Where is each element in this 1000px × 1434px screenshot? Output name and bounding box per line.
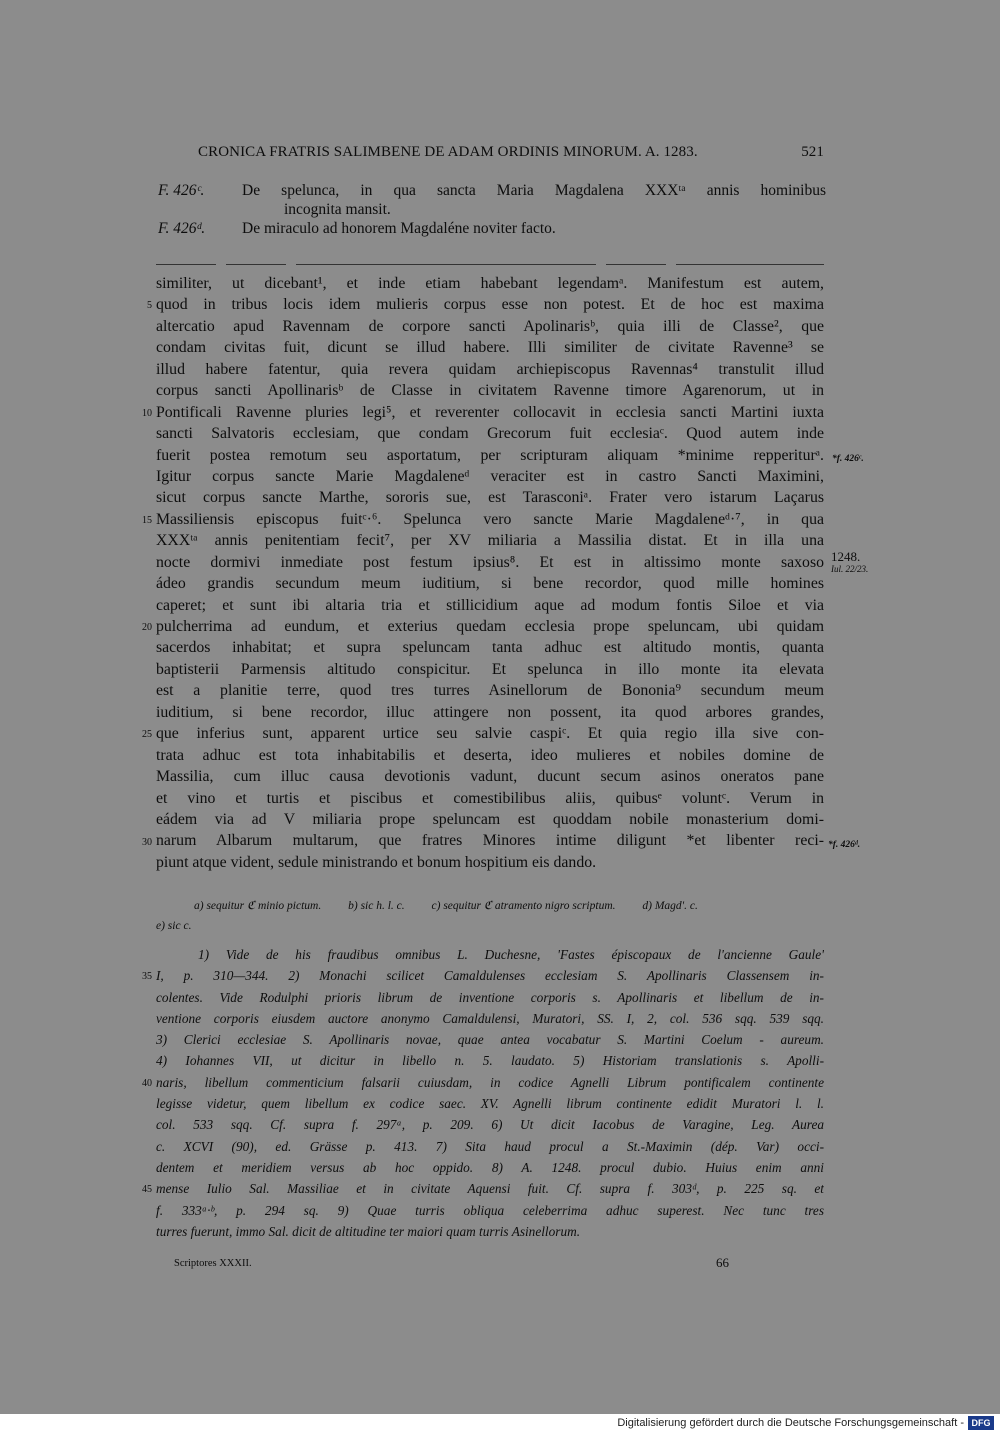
folio-label: F. 426ᶜ.: [158, 182, 205, 199]
text-line: similiter, ut dicebant¹, et inde etiam habebant legendamᵃ. Manifestum est autem,: [156, 275, 824, 292]
folio-label: F. 426ᵈ.: [158, 220, 206, 237]
text-line: narum Albarum multarum, que fratres Minores intime diligunt *et libenter reci-: [156, 832, 824, 850]
text-line: Igitur corpus sancte Marie Magdaleneᵈ veraciter est in castro Sancti Maximini,: [156, 467, 824, 485]
line-number: 45: [142, 1184, 152, 1196]
footnote-line: ventione corporis eiusdem auctore anonymo Camaldulensi, Muratori, SS. I, 2, col. 536 sqq. 539 sqq.: [156, 1010, 824, 1026]
apparatus-note: a) sequitur ℭ minio pictum.: [194, 900, 322, 912]
margin-folio-note: *f. 426ᶜ.: [832, 454, 864, 464]
folio-reference-continuation: [158, 200, 826, 219]
divider: [226, 264, 286, 265]
text-line: nocte dormivi inmediate post festum ipsius⁸. Et est in altissimo monte saxoso: [156, 553, 824, 571]
margin-folio-note: *f. 426ᵈ.: [828, 840, 861, 850]
margin-date-note: [831, 550, 868, 576]
line-number: 30: [142, 836, 152, 848]
footnote-line: 4) Iohannes VII, ut dicitur in libello n. 5. laudato. 5) Historiam translationis s. Apolli-: [156, 1053, 824, 1069]
text-line: sancti Salvatoris ecclesiam, que condam Grecorum fuit ecclesiaᶜ. Quod autem inde: [156, 425, 824, 443]
footnote-line: col. 533 sqq. Cf. supra f. 297ᵃ, p. 209. 6) Ut dicit Iacobus de Varagine, Leg. Aurea: [156, 1117, 824, 1133]
dfg-logo: DFG: [968, 1416, 994, 1430]
footnote-line: turres fuerunt, immo Sal. dicit de altitudine ter maiori quam turris Asinellorum.: [156, 1223, 581, 1239]
text-line: que inferius sunt, apparent urtice seu salvie caspiᶜ. Et quia regio illa sive con-: [156, 725, 824, 743]
text-line: eádem via ad V miliaria prope speluncam est quoddam nobile monasterium domi-: [156, 810, 824, 828]
text-line: iuditium, si bene recordor, illuc attingere non possent, ita quod arbores grandes,: [156, 703, 824, 721]
footnote-line: 1) Vide de his fraudibus omnibus L. Duchesne, 'Fastes épiscopaux de l'ancienne Gaule': [198, 947, 824, 962]
text-line: baptisterii Parmensis altitudo conspicitur. Et spelunca in illo monte ita elevata: [156, 660, 824, 678]
folio-references: [158, 181, 826, 238]
main-text: [156, 273, 824, 873]
text-line: pulcherrima ad eundum, et exterius quedam ecclesia prope speluncam, ubi quidam: [156, 618, 824, 635]
text-line: Massiliensis episcopus fuitᶜ·⁶. Spelunca vero sancte Marie Magdaleneᵈ·⁷, in qua: [156, 510, 824, 528]
footnote-line: I, p. 310—344. 2) Monachi scilicet Camaldulenses ecclesiam S. Apollinaris Classensem in-: [156, 968, 824, 984]
text-line: condam civitas fuit, dicunt se illud habere. Illi similiter de civitate Ravenne³ se: [156, 339, 824, 357]
signature-mark: Scriptores XXXII.: [174, 1258, 252, 1269]
folio-reference: [158, 219, 826, 238]
footnote-line: legisse videtur, quem libellum ex codice saec. XV. Agnelli librum continente edidit Muratori l. l.: [156, 1096, 824, 1112]
text-line: altercatio apud Ravennam de corpore sancti Apolinarisᵇ, quia illi de Classe², que: [156, 317, 824, 335]
text-line: ádeo grandis secundum meum iuditium, si bene recordor, quod mille homines: [156, 575, 824, 593]
text-line: Massilia, cum illuc causa devotionis vadunt, ducunt secum asinos oneratos pane: [156, 768, 824, 786]
line-number: 40: [142, 1077, 152, 1089]
folio-reference: [158, 181, 826, 200]
line-number: 25: [142, 729, 152, 741]
text-line: quod in tribus locis idem mulieris corpus esse non potest. Et de hoc est maxima: [156, 296, 824, 314]
text-line: piunt atque vident, sedule ministrando et bonum hospitium eis dando.: [156, 853, 597, 871]
line-number: 35: [142, 971, 152, 983]
divider: [606, 264, 666, 265]
divider: [676, 264, 824, 265]
margin-date: Iul. 22/23.: [831, 564, 869, 574]
footnote-line: c. XCVI (90), ed. Grässe p. 413. 7) Sita haud procul a St.-Maximin (dép. Var) occi-: [156, 1138, 824, 1154]
critical-apparatus: [156, 896, 824, 936]
text-line: est a planitie terre, quod tres turres Asinellorum de Bononia⁹ secundum meum: [156, 682, 824, 700]
margin-year: 1248.: [831, 549, 861, 564]
apparatus-note: e) sic c.: [156, 920, 192, 932]
text-line: trata adhuc est tota inhabitabilis et deserta, ideo mulieres et nobiles domine de: [156, 746, 824, 764]
footnote-line: dentem et meridiem versus ab hoc oppido. 8) A. 1248. procul dubio. Huius enim anni: [156, 1159, 824, 1175]
text-line: et vino et turtis et piscibus et comestibilibus aliis, quibusᵉ voluntᶜ. Verum in: [156, 789, 824, 807]
apparatus-note: d) Magd'. c.: [642, 900, 698, 912]
apparatus-note: c) sequitur ℭ atramento nigro scriptum.: [431, 900, 616, 912]
line-number: 10: [142, 407, 152, 419]
text-line: sacerdos inhabitat; et supra speluncam tanta adhuc est altitudo montis, quanta: [156, 639, 824, 657]
footnote-line: 3) Clerici ecclesiae S. Apollinaris novae, quae antea vocabatur S. Martini Coelum - aureum.: [156, 1032, 824, 1048]
footer-bar: [0, 1414, 1000, 1434]
footnote-line: mense Iulio Sal. Massiliae et in civitate Aquensi fuit. Cf. supra f. 303ᵈ, p. 225 sq. et: [156, 1181, 824, 1197]
footnote-line: colentes. Vide Rodulphi prioris librum de inventione corporis s. Apollinaris et libellum de in-: [156, 989, 824, 1005]
line-number: 5: [147, 300, 152, 312]
funding-notice: Digitalisierung gefördert durch die Deutsche Forschungsgemeinschaft -: [617, 1417, 964, 1429]
line-number: 15: [142, 514, 152, 526]
text-line: corpus sancti Apollinarisᵇ de Classe in civitatem Ravenne timore Agarenorum, ut in: [156, 382, 824, 400]
text-line: sicut corpus sancte Marthe, sororis sue, est Tarasconiᵃ. Frater vero istarum Laçarus: [156, 489, 824, 507]
text-line: XXXᵗᵃ annis penitentiam fecit⁷, per XV miliaria a Massilia distat. Et in illa una: [156, 532, 824, 550]
sheet-number: 66: [716, 1255, 729, 1270]
footnote-line: f. 333ᵃ·ᵇ, p. 294 sq. 9) Quae turris obliqua celeberrima adhuc superest. Nec tunc tres: [156, 1202, 824, 1218]
text-line: Pontificali Ravenne pluries legi⁵, et reverenter collocavit in ecclesia sancti Martini iuxta: [156, 403, 824, 421]
folio-title: De miraculo ad honorem Magdaléne noviter facto.: [242, 220, 556, 237]
text-line: caperet; et sunt ibi altaria tria et stillicidium aque ad modum fontis Siloe et via: [156, 596, 824, 614]
line-number: 20: [142, 622, 152, 634]
page-number: 521: [801, 144, 824, 160]
divider: [296, 264, 596, 265]
footnotes: [156, 944, 824, 1242]
text-line: fuerit postea remotum seu asportatum, per scripturam aliquam *minime repperiturᵃ.: [156, 446, 824, 464]
text-line: illud habere fatentur, quia revera quidam archiepiscopus Ravennas⁴ transtulit illud: [156, 360, 824, 378]
footnote-line: naris, libellum commenticium falsarii cuiusdam, in codice Agnelli Librum pontificalem continente: [156, 1074, 824, 1090]
apparatus-note: b) sic h. l. c.: [348, 900, 405, 912]
divider: [156, 264, 216, 265]
running-title: CRONICA FRATRIS SALIMBENE DE ADAM ORDINIS MINORUM. A. 1283.: [198, 144, 698, 160]
folio-title-continuation: incognita mansit.: [284, 201, 391, 218]
folio-title: De spelunca, in qua sancta Maria Magdalena XXXᵗᵃ annis hominibus: [242, 182, 826, 199]
